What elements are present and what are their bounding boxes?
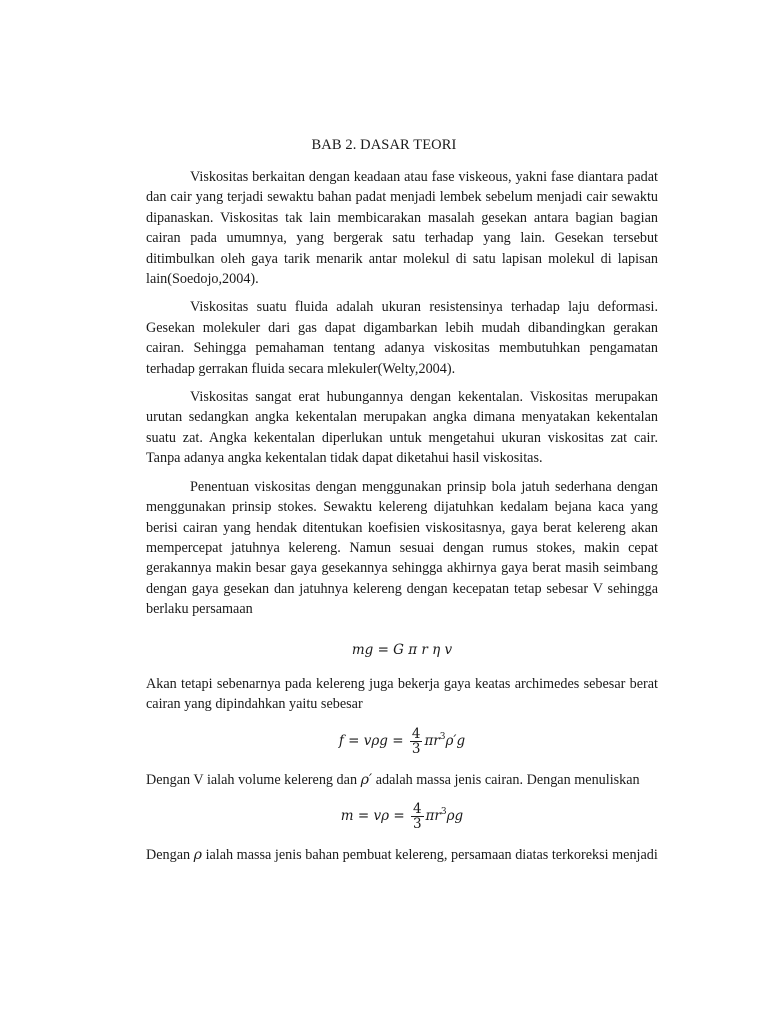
- eq2-fraction: [410, 727, 423, 756]
- eq3-fraction: [411, 802, 424, 831]
- paragraph-2: Viskositas suatu fluida adalah ukuran resistensinya terhadap laju deformasi. Gesekan molekuler dari gas dapat digambarkan lebih mudah dibandingkan gerakan cairan. Sehingga pemahaman tentang adanya viskositas membutuhkan pengamatan terhadap gerrakan fluida secara mlekuler(Welty,2004).: [146, 299, 658, 377]
- paragraph-5: Akan tetapi sebenarnya pada kelereng juga bekerja gaya keatas archimedes sebesar berat cairan yang dipindahkan yaitu sebesar: [146, 675, 658, 713]
- paragraph-1: Viskositas berkaitan dengan keadaan atau fase viskeous, yakni fase diantara padat dan cair yang terjadi sewaktu bahan padat menjadi lembek sebelum menjadi cair sewaktu dipanaskan. Viskositas tak lain membicarakan masalah gesekan antara bagian bagian cairan pada umumnya, yang bergerak satu terhadap yang lain. Gesekan tersebut ditimbulkan oleh gaya tarik menarik antar molekul di satu lapisan molekul di lapisan lain(Soedojo,2004).: [146, 169, 658, 288]
- eq2-denominator: 3: [411, 740, 421, 757]
- paragraph-3: Viskositas sangat erat hubungannya dengan kekentalan. Viskositas merupakan urutan sedangkan angka kekentalan merupakan angka dimana menyatakan kekentalan suatu zat. Angka kekentalan diperlukan untuk mengetahui ukuran viskositas zat cair. Tanpa adanya angka kekentalan tidak dapat diketahui hasil viskositas.: [146, 389, 658, 467]
- rho-prime-symbol: ρ′: [360, 771, 373, 788]
- paragraph-7-end: ialah massa jenis bahan pembuat kelereng, persamaan diatas terkoreksi menjadi: [205, 847, 658, 864]
- paragraph-6-start: Dengan V ialah volume kelereng dan: [146, 771, 358, 788]
- eq3-lhs: m = vρ =: [340, 808, 405, 825]
- paragraph-4: Penentuan viskositas dengan menggunakan prinsip bola jatuh sederhana dengan menggunakan prinsip stokes. Sewaktu kelereng dijatuhkan kedalam bejana kaca yang berisi cairan yang hendak ditentukan koefisien viskositasnya, gaya berat kelereng akan mempercepat jatuhnya kelereng. Namun sesuai dengan rumus stokes, makin cepat gerakannya makin besar gaya gesekannya sehingga akhirnya gaya berat masih seimbang dengan gaya gesekan dan jatuhnya kelereng dengan kecepatan tetap sebesar V sehingga berlaku persamaan: [146, 478, 658, 618]
- eq3-numerator: 4: [412, 801, 422, 818]
- eq2-rhs-base: πr: [424, 732, 440, 749]
- rho-symbol: ρ: [193, 847, 203, 864]
- paragraph-7-start: Dengan: [146, 847, 191, 864]
- equation-mass: [146, 802, 658, 831]
- eq2-numerator: 4: [411, 725, 421, 742]
- document-body: [146, 167, 658, 866]
- paragraph-6: [146, 770, 658, 790]
- equation-stokes: mg = G π r η v: [351, 641, 453, 658]
- eq3-rhs-base: πr: [425, 808, 441, 825]
- paragraph-6-end: adalah massa jenis cairan. Dengan menuliskan: [375, 771, 640, 788]
- chapter-title: BAB 2. DASAR TEORI: [311, 137, 457, 153]
- equation-buoyant-force: [146, 727, 658, 756]
- eq3-denominator: 3: [412, 816, 422, 833]
- eq3-rhs-exponent: 3: [440, 807, 447, 818]
- eq2-rhs-tail: ρ′g: [445, 732, 466, 749]
- eq2-lhs: f = vρg =: [338, 732, 404, 749]
- eq2-rhs-exponent: 3: [439, 731, 446, 742]
- eq3-rhs-tail: ρg: [446, 808, 464, 825]
- paragraph-7: [146, 845, 658, 865]
